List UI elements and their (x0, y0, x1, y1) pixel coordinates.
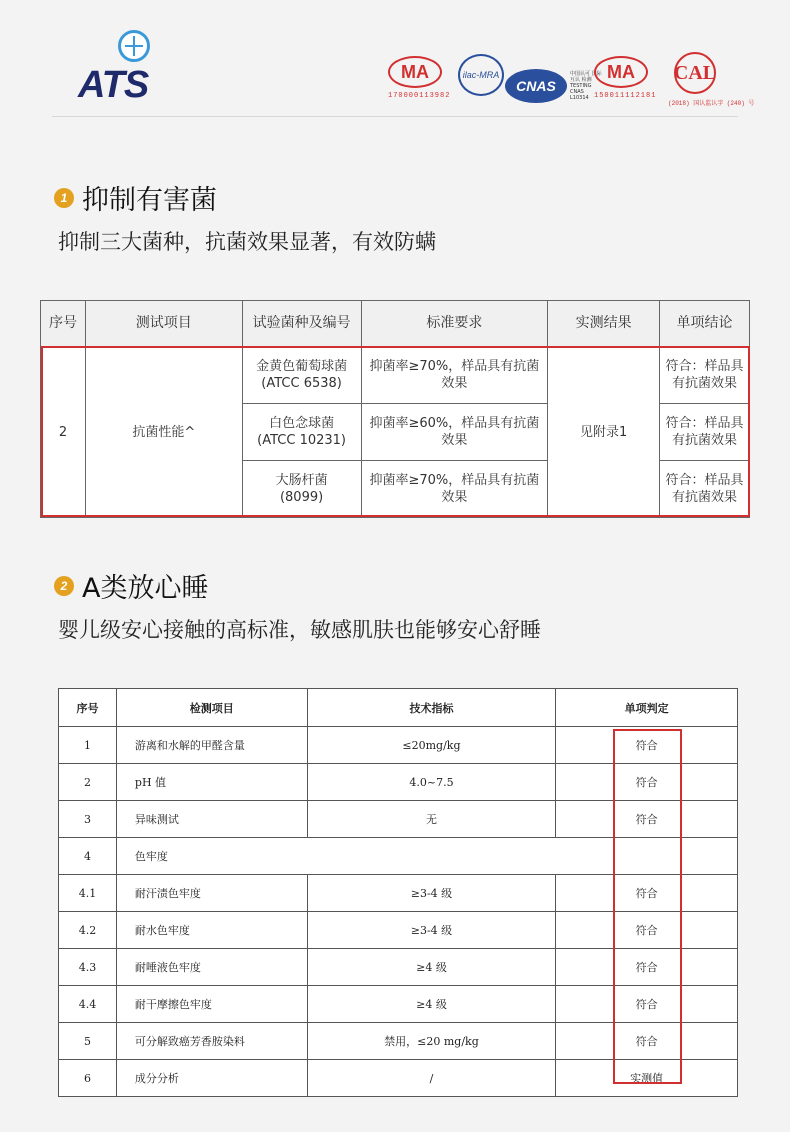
globe-icon (118, 30, 150, 62)
section1-heading (54, 178, 217, 217)
ats-logo-text: ATS (78, 64, 149, 106)
result-cell: 符合 (556, 986, 738, 1023)
spec-cell: 禁用，≤20 mg/kg (307, 1023, 556, 1060)
item-cell: 成分分析 (116, 1060, 307, 1097)
antibacterial-table (40, 300, 750, 518)
no-cell: 3 (59, 801, 117, 838)
spec-cell: ≥4 级 (307, 986, 556, 1023)
strain-cell: 金黄色葡萄球菌 (ATCC 6538) (242, 347, 361, 404)
table-row (59, 912, 738, 949)
cma-logo: MA (388, 56, 442, 88)
section1-subtitle: 抑制三大菌种，抗菌效果显著，有效防螨 (58, 230, 436, 254)
conclusion-cell: 符合：样品具有抗菌效果 (660, 461, 750, 518)
cma-cert-2 (594, 56, 656, 112)
section2-heading (54, 566, 208, 605)
header (0, 0, 790, 118)
ilac-mra-logo: ilac-MRA (458, 54, 504, 96)
table-row (59, 764, 738, 801)
col-header: 实测结果 (548, 301, 660, 347)
col-header: 测试项目 (85, 301, 242, 347)
col-header: 序号 (41, 301, 86, 347)
conclusion-cell: 符合：样品具有抗菌效果 (660, 347, 750, 404)
serial-cell: 2 (41, 347, 86, 518)
no-cell: 4.1 (59, 875, 117, 912)
section1-title: 抑制有害菌 (82, 185, 217, 216)
table-row (59, 727, 738, 764)
spec-cell: ≥3-4 级 (307, 875, 556, 912)
section2-title: A类放心睡 (82, 573, 209, 604)
strain-cell: 白色念球菌 (ATCC 10231) (242, 404, 361, 461)
col-header: 试验菌种及编号 (242, 301, 361, 347)
spec-cell: 4.0~7.5 (307, 764, 556, 801)
no-cell: 4.4 (59, 986, 117, 1023)
cma-number-1: 170000113982 (388, 92, 451, 100)
header-divider (52, 116, 738, 117)
spec-cell: / (307, 1060, 556, 1097)
item-cell: 色牢度 (116, 838, 737, 875)
result-cell: 符合 (556, 949, 738, 986)
table-row (59, 949, 738, 986)
no-cell: 4.2 (59, 912, 117, 949)
table-row (59, 801, 738, 838)
item-cell: 耐汗渍色牢度 (116, 875, 307, 912)
item-cell: 异味测试 (116, 801, 307, 838)
cnas-cert (505, 58, 604, 114)
col-header: 序号 (59, 689, 117, 727)
spec-cell: 无 (307, 801, 556, 838)
cma-number-2: 150011112181 (594, 92, 657, 100)
result-cell: 见附录1 (548, 347, 660, 518)
no-cell: 6 (59, 1060, 117, 1097)
result-cell: 符合 (556, 912, 738, 949)
col-header: 标准要求 (361, 301, 548, 347)
table-header-row (41, 301, 750, 347)
ilac-cert (458, 54, 504, 110)
result-cell: 实测值 (556, 1060, 738, 1097)
no-cell: 4 (59, 838, 117, 875)
item-cell: 耐干摩擦色牢度 (116, 986, 307, 1023)
number-2-icon: 2 (54, 576, 74, 596)
requirement-cell: 抑菌率≥60%，样品具有抗菌效果 (361, 404, 548, 461)
result-cell: 符合 (556, 1023, 738, 1060)
no-cell: 2 (59, 764, 117, 801)
col-header: 单项判定 (556, 689, 738, 727)
number-1-icon: 1 (54, 188, 74, 208)
safety-test-table (58, 688, 738, 1097)
cal-cert (668, 52, 754, 108)
item-cell: 耐唾液色牢度 (116, 949, 307, 986)
result-cell: 符合 (556, 764, 738, 801)
no-cell: 5 (59, 1023, 117, 1060)
cnas-logo: CNAS (505, 69, 567, 103)
table-row (41, 347, 750, 404)
ats-logo (78, 30, 193, 105)
test-item-cell: 抗菌性能^ (85, 347, 242, 518)
no-cell: 4.3 (59, 949, 117, 986)
strain-cell: 大肠杆菌 (8099) (242, 461, 361, 518)
col-header: 单项结论 (660, 301, 750, 347)
cma-cert-1 (388, 56, 450, 112)
conclusion-cell: 符合：样品具有抗菌效果 (660, 404, 750, 461)
cnas-small-text: 中国认可 国际互认 检测 TESTING CNAS L10314 (570, 71, 602, 101)
requirement-cell: 抑菌率≥70%，样品具有抗菌效果 (361, 461, 548, 518)
spec-cell: ≤20mg/kg (307, 727, 556, 764)
table-header-row (59, 689, 738, 727)
cma-logo: MA (594, 56, 648, 88)
col-header: 检测项目 (116, 689, 307, 727)
spec-cell: ≥4 级 (307, 949, 556, 986)
item-cell: 游离和水解的甲醛含量 (116, 727, 307, 764)
section2-subtitle: 婴儿级安心接触的高标准，敏感肌肤也能够安心舒睡 (58, 618, 541, 642)
table-row (59, 1023, 738, 1060)
table-row (59, 838, 738, 875)
item-cell: pH 值 (116, 764, 307, 801)
spec-cell: ≥3-4 级 (307, 912, 556, 949)
no-cell: 1 (59, 727, 117, 764)
cal-number: (2018) 国认监认字 (240) 号 (668, 100, 755, 107)
item-cell: 耐水色牢度 (116, 912, 307, 949)
table-row (59, 986, 738, 1023)
table-row (59, 1060, 738, 1097)
col-header: 技术指标 (307, 689, 556, 727)
cal-logo: CAL (674, 52, 716, 94)
requirement-cell: 抑菌率≥70%，样品具有抗菌效果 (361, 347, 548, 404)
table-row (59, 875, 738, 912)
result-cell: 符合 (556, 875, 738, 912)
result-cell: 符合 (556, 801, 738, 838)
result-cell: 符合 (556, 727, 738, 764)
item-cell: 可分解致癌芳香胺染料 (116, 1023, 307, 1060)
